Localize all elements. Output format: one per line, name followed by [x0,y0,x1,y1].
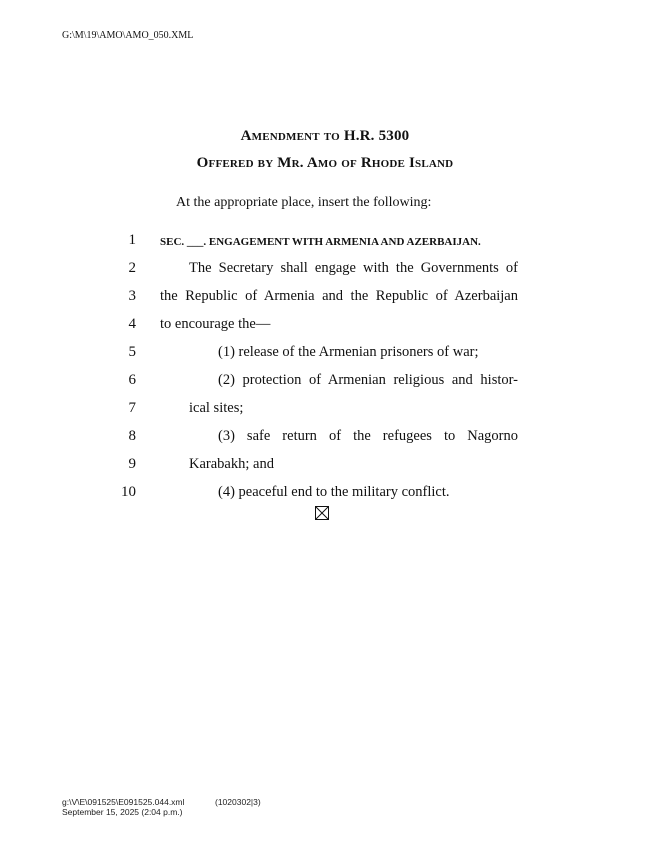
line-number: 7 [128,400,136,416]
line-number: 10 [121,484,136,500]
section-heading: SEC. ___. ENGAGEMENT WITH ARMENIA AND AZERBAIJAN. [160,236,481,248]
list-item: (4) peaceful end to the military conflict. [218,484,450,500]
line-number: 2 [128,260,136,276]
amendment-title: Amendment to H.R. 5300 [240,128,410,144]
line-number: 3 [128,288,136,304]
line-number: 1 [128,232,136,248]
footer-code: (1020302|3) [215,797,261,807]
footer-date: September 15, 2025 (2:04 p.m.) [62,807,183,817]
line-number: 4 [128,316,136,332]
body-line: the Republic of Armenia and the Republic of Azerbaijan [160,288,518,304]
offered-by-line: Offered by Mr. Amo of Rhode Island [196,155,454,171]
intro-instruction: At the appropriate place, insert the following: [176,195,432,210]
line-number: 8 [128,428,136,444]
line-number: 5 [128,344,136,360]
list-item: (3) safe return of the refugees to Nagorno [218,428,518,444]
list-item-continuation: Karabakh; and [189,456,274,472]
body-line: to encourage the— [160,316,271,332]
body-line: The Secretary shall engage with the Governments of [189,260,518,276]
list-item-continuation: ical sites; [189,400,244,416]
end-mark-icon [315,506,329,520]
line-number: 9 [128,456,136,472]
list-item: (2) protection of Armenian religious and histor- [218,372,518,388]
line-number: 6 [128,372,136,388]
list-item: (1) release of the Armenian prisoners of war; [218,344,479,360]
footer-file: g:\V\E\091525\E091525.044.xml [62,797,185,807]
file-path-header: G:\M\19\AMO\AMO_050.XML [62,30,194,41]
